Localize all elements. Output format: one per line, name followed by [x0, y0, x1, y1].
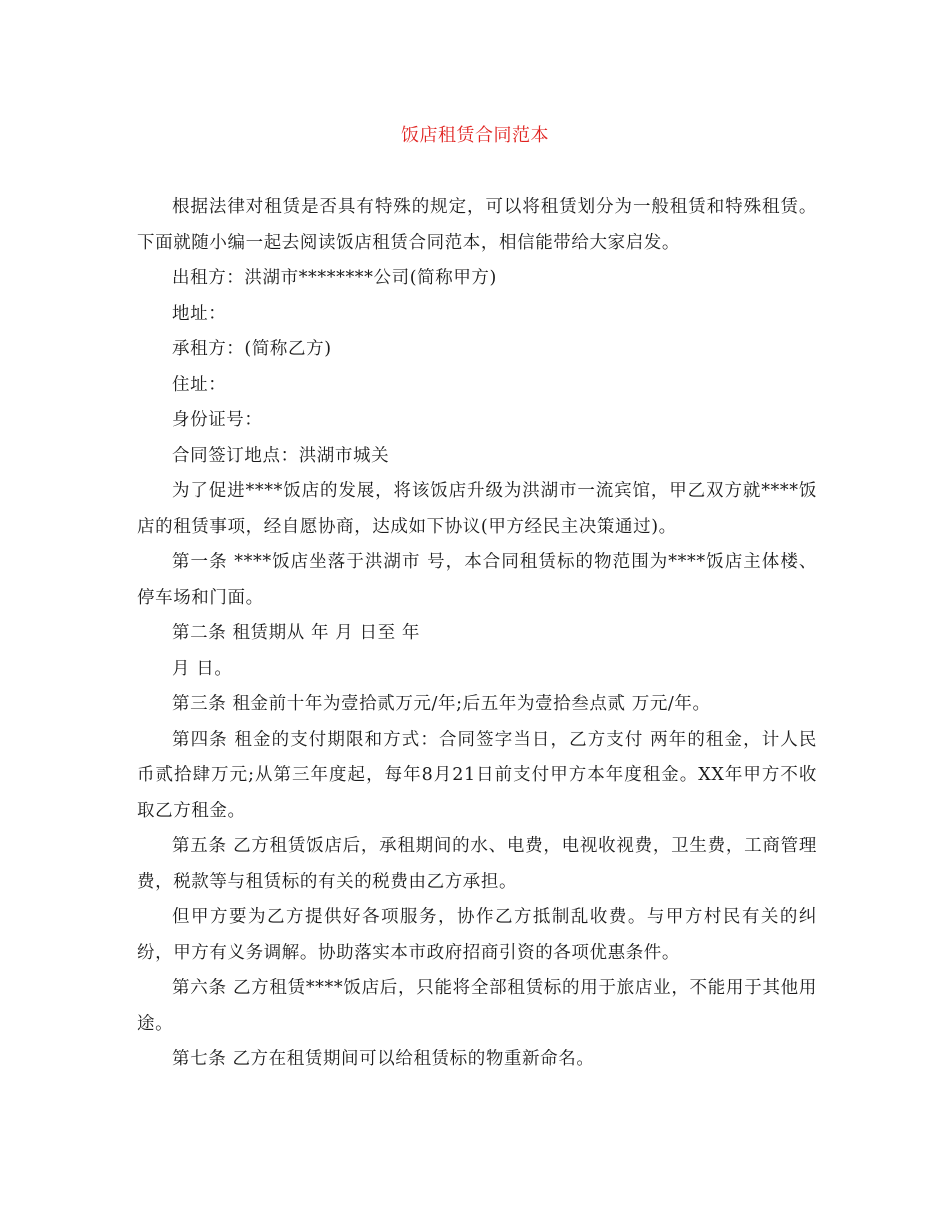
paragraph-id-number: 身份证号：: [172, 410, 263, 430]
paragraph-purpose: 为了促进****饭店的发展，将该饭店升级为洪湖市一流宾馆，甲乙双方就****饭店的租赁事项，经自愿协商，达成如下协议(甲方经民主决策通过)。: [137, 481, 817, 537]
paragraph-lessee: 承租方：(简称乙方): [172, 339, 332, 359]
paragraph-article-5-cont: 但甲方要为乙方提供好各项服务，协作乙方抵制乱收费。与甲方村民有关的纠纷，甲方有义务调解。协助落实本市政府招商引资的各项优惠条件。: [137, 907, 817, 963]
paragraph-article-2: 第二条 租赁期从 年 月 日至 年: [172, 623, 421, 643]
paragraph-article-3: 第三条 租金前十年为壹拾贰万元/年;后五年为壹拾叁点贰 万元/年。: [172, 694, 711, 714]
paragraph-article-2-cont: 月 日。: [172, 658, 233, 679]
paragraph-signing-place: 合同签订地点：洪湖市城关: [172, 445, 390, 466]
paragraph-lessee-address: 住址：: [172, 374, 227, 395]
paragraph-article-6: 第六条 乙方租赁****饭店后，只能将全部租赁标的用于旅店业，不能用于其他用途。: [137, 978, 817, 1034]
paragraph-article-4: 第四条 租金的支付期限和方式：合同签字当日，乙方支付 两年的租金，计人民币贰拾肆万元;从第三年度起，每年8月21日前支付甲方本年度租金。XX年甲方不收取乙方租金。: [137, 729, 817, 821]
paragraph-intro: 根据法律对租赁是否具有特殊的规定，可以将租赁划分为一般租赁和特殊租赁。下面就随小编一起去阅读饭店租赁合同范本，相信能带给大家启发。: [137, 197, 817, 253]
document-title: 饭店租赁合同范本: [401, 125, 549, 146]
paragraph-article-5: 第五条 乙方租赁饭店后，承租期间的水、电费，电视收视费，卫生费，工商管理费，税款等与租赁标的有关的税费由乙方承担。: [137, 836, 817, 892]
paragraph-article-7: 第七条 乙方在租赁期间可以给租赁标的物重新命名。: [172, 1049, 595, 1069]
document-body: [137, 190, 817, 1078]
paragraph-lessor-address: 地址：: [172, 303, 227, 324]
paragraph-lessor: 出租方：洪湖市********公司(简称甲方): [172, 268, 497, 288]
paragraph-article-1: 第一条 ****饭店坐落于洪湖市 号，本合同租赁标的物范围为****饭店主体楼、停车场和门面。: [137, 552, 817, 608]
